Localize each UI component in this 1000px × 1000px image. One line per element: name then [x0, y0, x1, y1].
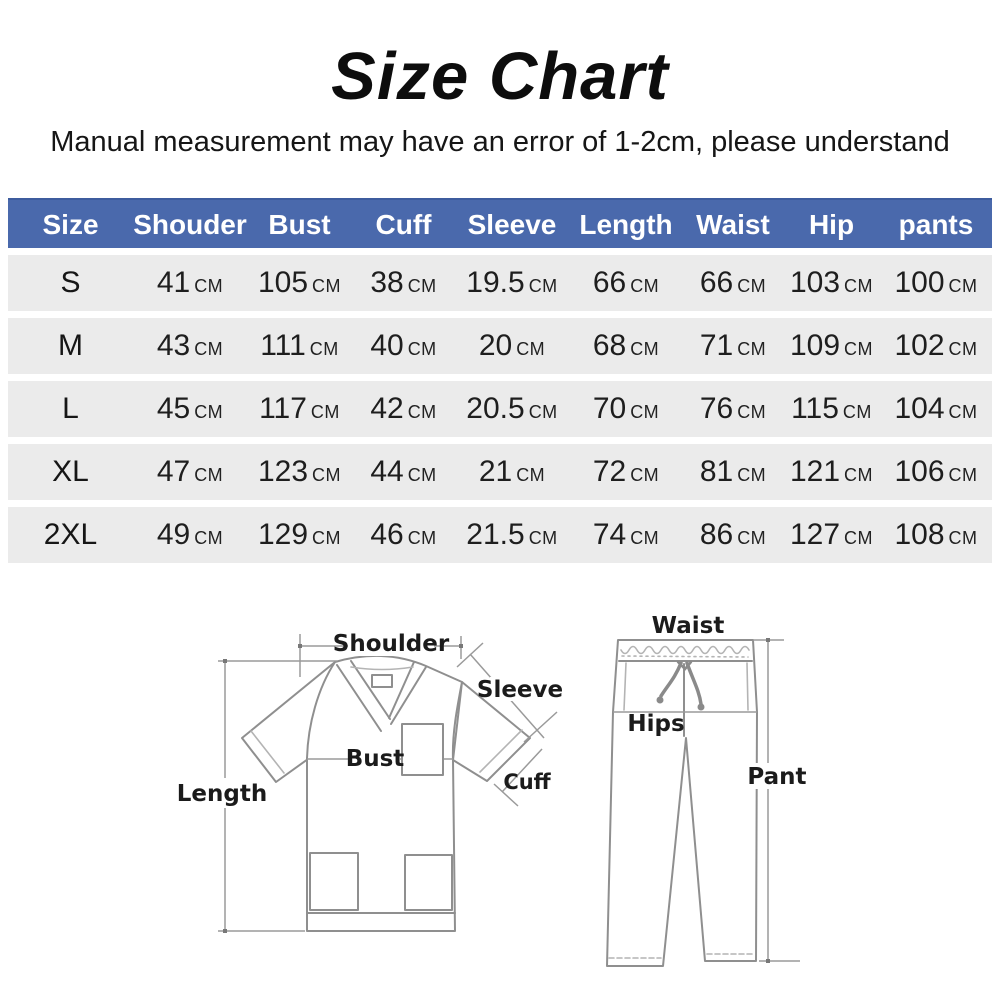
value-cell [783, 381, 880, 437]
measurement-value: 71 [699, 329, 734, 362]
measurement-unit: CM [528, 276, 558, 296]
pants-drawing [607, 613, 807, 966]
value-cell [352, 444, 455, 500]
measurement-unit: CM [194, 528, 224, 548]
measurement-value: 74 [592, 518, 627, 551]
size-table [8, 198, 992, 563]
measurement-value: 111 [260, 329, 306, 362]
value-cell [569, 507, 683, 563]
measurement-unit: CM [948, 339, 978, 359]
size-cell [8, 381, 133, 437]
measurement-unit: CM [194, 402, 224, 422]
measurement-unit: CM [737, 339, 767, 359]
measurement-value: 76 [699, 392, 734, 425]
table-row-s [8, 255, 992, 311]
measurement-value: 41 [156, 266, 191, 299]
measurement-value: 42 [370, 392, 404, 425]
measurement-unit: CM [312, 465, 342, 485]
size-cell [8, 255, 133, 311]
value-cell [783, 444, 880, 500]
cuff-label: Cuff [503, 770, 551, 794]
measurement-unit: CM [194, 465, 224, 485]
measurement-unit: CM [737, 528, 767, 548]
measurement-unit: CM [310, 402, 340, 422]
scrub-top-drawing [177, 630, 563, 933]
value-cell [880, 381, 992, 437]
header-cell-hip: Hip [808, 209, 855, 240]
measurement-value: 70 [592, 392, 627, 425]
measurement-unit: CM [630, 465, 660, 485]
size-table-header [8, 198, 992, 248]
measurement-unit: CM [630, 402, 660, 422]
header-cell-waist: Waist [696, 209, 770, 240]
measurement-unit: CM [737, 402, 767, 422]
size-value: XL [52, 455, 89, 488]
measurement-unit: CM [407, 465, 437, 485]
value-cell [455, 381, 569, 437]
measurement-value: 21.5 [466, 518, 525, 551]
measurement-unit: CM [737, 276, 767, 296]
measurement-unit: CM [948, 276, 978, 296]
value-cell [455, 255, 569, 311]
size-cell [8, 444, 133, 500]
hips-label: Hips [627, 711, 685, 737]
value-cell [455, 444, 569, 500]
measurement-value: 45 [156, 392, 191, 425]
value-cell [352, 255, 455, 311]
measurement-value: 127 [789, 518, 841, 551]
size-value: 2XL [43, 518, 98, 551]
measurement-value: 66 [592, 266, 627, 299]
table-row-2xl [8, 507, 992, 563]
chest-pocket [402, 724, 443, 775]
measurement-value: 102 [894, 329, 945, 362]
header-cell-bust: Bust [268, 209, 331, 240]
right-side-seam [747, 663, 748, 710]
measurement-unit: CM [844, 339, 874, 359]
header-cell-shouder: Shouder [133, 209, 247, 240]
value-cell [683, 444, 783, 500]
value-cell [569, 255, 683, 311]
measurement-unit: CM [630, 339, 660, 359]
measurement-diagrams [0, 560, 1000, 1000]
measurement-value: 86 [699, 518, 734, 551]
header-cell-cuff: Cuff [375, 209, 432, 240]
value-cell [880, 318, 992, 374]
value-cell [133, 318, 247, 374]
value-cell [247, 507, 352, 563]
measurement-value: 47 [156, 455, 191, 488]
size-value: M [58, 329, 83, 362]
measurement-unit: CM [312, 276, 342, 296]
shoulder-label: Shoulder [332, 631, 450, 657]
measurement-value: 20.5 [466, 392, 525, 425]
measurement-unit: CM [948, 528, 978, 548]
measurement-value: 49 [156, 518, 191, 551]
measurement-value: 66 [699, 266, 734, 299]
measurement-unit: CM [309, 339, 339, 359]
size-cell [8, 318, 133, 374]
measurement-unit: CM [948, 402, 978, 422]
measurement-value: 68 [592, 329, 627, 362]
value-cell [683, 507, 783, 563]
waist-label: Waist [651, 613, 725, 639]
measurement-unit: CM [844, 465, 874, 485]
sleeve-label: Sleeve [476, 677, 564, 703]
value-cell [455, 507, 569, 563]
measurement-unit: CM [844, 276, 874, 296]
value-cell [247, 255, 352, 311]
pant-label: Pant [747, 764, 807, 790]
value-cell [352, 507, 455, 563]
value-cell [683, 381, 783, 437]
measurement-unit: CM [737, 465, 767, 485]
table-row-m [8, 318, 992, 374]
measurement-value: 106 [894, 455, 945, 488]
value-cell [880, 444, 992, 500]
value-cell [133, 444, 247, 500]
measurement-value: 121 [789, 455, 841, 488]
header-cell-length: Length [579, 209, 673, 240]
measurement-unit: CM [407, 339, 437, 359]
measurement-value: 81 [699, 455, 734, 488]
measurement-disclaimer: Manual measurement may have an error of 1-2cm, please understand [50, 126, 950, 158]
measurement-value: 40 [370, 329, 404, 362]
measurement-unit: CM [407, 402, 437, 422]
size-value: S [60, 266, 81, 299]
measurement-value: 103 [789, 266, 841, 299]
bottom-right-pocket [405, 855, 452, 910]
measurement-unit: CM [528, 402, 558, 422]
value-cell [569, 444, 683, 500]
measurement-unit: CM [842, 402, 872, 422]
measurement-unit: CM [407, 528, 437, 548]
value-cell [569, 318, 683, 374]
measurement-unit: CM [516, 339, 546, 359]
bust-label: Bust [345, 746, 405, 772]
measurement-value: 129 [257, 518, 309, 551]
measurement-unit: CM [844, 528, 874, 548]
measurement-value: 109 [789, 329, 841, 362]
value-cell [683, 318, 783, 374]
value-cell [783, 318, 880, 374]
value-cell [247, 381, 352, 437]
measurement-value: 72 [592, 455, 627, 488]
measurement-value: 123 [257, 455, 309, 488]
header-cell-sleeve: Sleeve [467, 209, 557, 240]
value-cell [133, 255, 247, 311]
table-row-l [8, 381, 992, 437]
pants-outline [607, 640, 757, 966]
value-cell [133, 381, 247, 437]
drawstring-right-tip [698, 704, 705, 711]
value-cell [247, 444, 352, 500]
measurement-value: 20 [478, 329, 513, 362]
value-cell [455, 318, 569, 374]
measurement-unit: CM [630, 528, 660, 548]
measurement-unit: CM [630, 276, 660, 296]
drawstring-left-tip [657, 697, 664, 704]
size-cell [8, 507, 133, 563]
length-label: Length [176, 781, 268, 807]
measurement-value: 44 [370, 455, 404, 488]
size-value: L [62, 392, 79, 425]
measurement-value: 43 [156, 329, 191, 362]
value-cell [352, 381, 455, 437]
sleeve-tick-bottom [524, 712, 557, 742]
measurement-unit: CM [516, 465, 546, 485]
measurement-value: 115 [791, 392, 839, 425]
page-title: Size Chart [331, 39, 669, 114]
measurement-value: 38 [370, 266, 404, 299]
measurement-value: 19.5 [466, 266, 525, 299]
value-cell [683, 255, 783, 311]
measurement-value: 104 [894, 392, 945, 425]
value-cell [133, 507, 247, 563]
value-cell [247, 318, 352, 374]
measurement-value: 108 [894, 518, 945, 551]
value-cell [880, 255, 992, 311]
measurement-value: 117 [259, 392, 307, 425]
measurement-unit: CM [194, 339, 224, 359]
bottom-left-pocket [310, 853, 358, 910]
measurement-unit: CM [948, 465, 978, 485]
measurement-unit: CM [312, 528, 342, 548]
measurement-value: 100 [894, 266, 945, 299]
value-cell [880, 507, 992, 563]
value-cell [783, 255, 880, 311]
value-cell [783, 507, 880, 563]
table-row-xl [8, 444, 992, 500]
measurement-value: 105 [257, 266, 309, 299]
value-cell [569, 381, 683, 437]
measurement-value: 46 [370, 518, 404, 551]
header-cell-pants: pants [898, 209, 974, 240]
measurement-unit: CM [194, 276, 224, 296]
header-cell-size: Size [42, 209, 99, 240]
value-cell [352, 318, 455, 374]
measurement-value: 21 [478, 455, 513, 488]
measurement-unit: CM [528, 528, 558, 548]
measurement-unit: CM [407, 276, 437, 296]
